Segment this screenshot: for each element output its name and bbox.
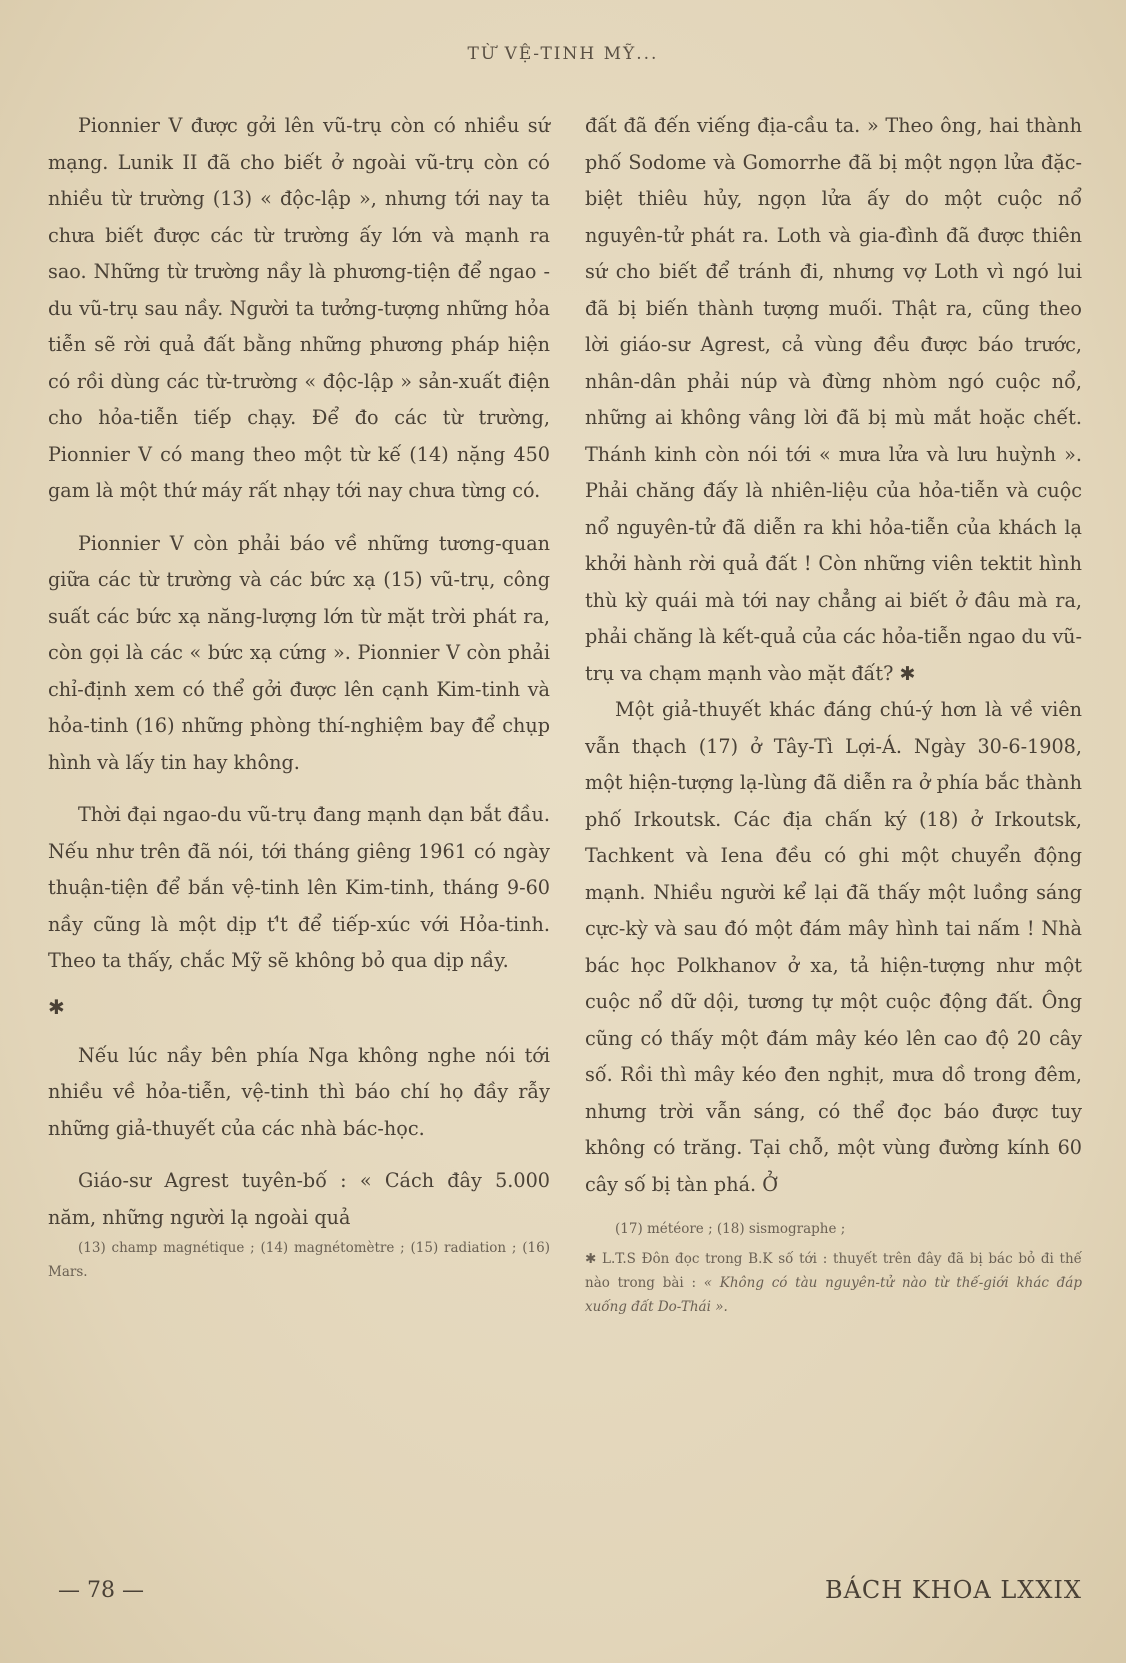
paragraph: Giáo-sư Agrest tuyên-bố : « Cách đây 5.000 năm, những người lạ ngoài quả bbox=[48, 1169, 550, 1229]
paragraph: Thời đại ngao-du vũ-trụ đang mạnh dạn bắt đầu. Nếu như trên đã nói, tới tháng giêng 1961 có ngày thuận-tiện để bắn vệ-tinh lên Kim-tinh, tháng 9-60 nầy cũng là một dịp t'́t để tiếp-xúc với Hỏa-tinh. Theo ta thấy, chắc Mỹ sẽ không bỏ qua dịp nầy. bbox=[48, 803, 550, 972]
editor-note-star: ✱ bbox=[585, 1251, 597, 1267]
editor-note-quote: « Không có tàu nguyên-tử nào từ thế-giới khác đáp xuống đất Do-Thái ». bbox=[585, 1275, 1082, 1315]
footnote: (13) champ magnétique ; (14) magnétomètre ; (15) radiation ; (16) Mars. bbox=[48, 1240, 550, 1280]
editor-note bbox=[585, 1247, 1082, 1319]
footnote: (17) météore ; (18) sismographe ; bbox=[615, 1221, 846, 1237]
paragraph: Một giả-thuyết khác đáng chú-ý hơn là về viên vẫn thạch (17) ở Tây-Tì Lợi-Á. Ngày 30-6-1908, một hiện-tượng lạ-lùng đã diễn ra ở phía bắc thành phố Irkoutsk. Các địa chấn ký (18) ở Irkoutsk, Tachkent và Iena đều có ghi một chuyển động mạnh. Nhiều người kể lại đã thấy một luồng sáng cực-kỳ và sau đó một đám mây hình tai nấm ! Nhà bác học Polkhanov ở xa, tả hiện-tượng như một cuộc nổ dữ dội, tương tự một cuộc động đất. Ông cũng có thấy một đám mây kéo lên cao độ 20 cây số. Rồi thì mây kéo đen nghịt, mưa dồ trong đêm, nhưng trời vẫn sáng, có thể đọc báo được tuy không có trăng. Tại chỗ, một vùng đường kính 60 cây số bị tàn phá. Ở bbox=[585, 698, 1082, 1196]
running-title: TỪ VỆ-TINH MỸ... bbox=[467, 44, 659, 64]
page-number: — 78 — bbox=[58, 1578, 144, 1603]
paragraph-continuation: đất đã đến viếng địa-cầu ta. » Theo ông, hai thành phố Sodome và Gomorrhe đã bị một ngọn lửa đặc-biệt thiêu hủy, ngọn lửa ấy do một cuộc nổ nguyên-tử phát ra. Loth và gia-đình đã được thiên sứ cho biết để tránh đi, nhưng vợ Loth vì ngó lui đã bị biến thành tượng muối. Thật ra, cũng theo lời giáo-sư Agrest, cả vùng đều được báo trước, nhân-dân phải núp và đừng nhòm ngó cuộc nổ, những ai không vâng lời đã bị mù mắt hoặc chết. Thánh kinh còn nói tới « mưa lửa và lưu huỳnh ». Phải chăng đấy là nhiên-liệu của hỏa-tiễn và cuộc nổ nguyên-tử đã diễn ra khi hỏa-tiễn của khách lạ khởi hành rời quả đất ! Còn những viên tektit hình thù kỳ quái mà tới nay chẳng ai biết ở đâu mà ra, phải chăng là kết-quả của các hỏa-tiễn ngao du vũ-trụ va chạm mạnh vào mặt đất? ✱ bbox=[585, 114, 1082, 685]
paragraph: Pionnier V còn phải báo về những tương-quan giữa các từ trường và các bức xạ (15) vũ-trụ, công suất các bức xạ năng-lượng lớn từ mặt trời phát ra, còn gọi là các « bức xạ cứng ». Pionnier V còn phải chỉ-định xem có thể gởi được lên cạnh Kim-tinh và hỏa-tinh (16) những phòng thí-nghiệm bay để chụp hình và lấy tin hay không. bbox=[48, 531, 550, 774]
magazine-title: BÁCH KHOA LXXIX bbox=[824, 1576, 1082, 1604]
paragraph: Nếu lúc nầy bên phía Nga không nghe nói tới nhiều về hỏa-tiễn, vệ-tinh thì báo chí họ đầy rẫy những giả-thuyết của các nhà bác-học. bbox=[48, 1043, 550, 1140]
left-column bbox=[48, 108, 550, 1284]
paragraph: Pionnier V được gởi lên vũ-trụ còn có nhiều sứ mạng. Lunik II đã cho biết ở ngoài vũ-trụ còn có nhiều từ trường (13) « độc-lập », nhưng tới nay ta chưa biết được các từ trường ấy lớn và mạnh ra sao. Những từ trường nầy là phương-tiện để ngao - du vũ-trụ sau nầy. Người ta tưởng-tượng những hỏa tiễn sẽ rời quả đất bằng những phương pháp hiện có rồi dùng các từ-trường « độc-lập » sản-xuất điện cho hỏa-tiễn tiếp chạy. Để đo các từ trường, Pionnier V có mang theo một từ kế (14) nặng 450 gam là một thứ máy rất nhạy tới nay chưa từng có. bbox=[48, 114, 550, 502]
editor-note-text: L.T.S Đôn đọc trong B.K số tới : thuyết trên đây đã bị bác bỏ đi thế nào trong bài : bbox=[585, 1251, 1082, 1291]
right-column bbox=[585, 108, 1082, 1319]
section-break-star: ✱ bbox=[48, 994, 65, 1019]
